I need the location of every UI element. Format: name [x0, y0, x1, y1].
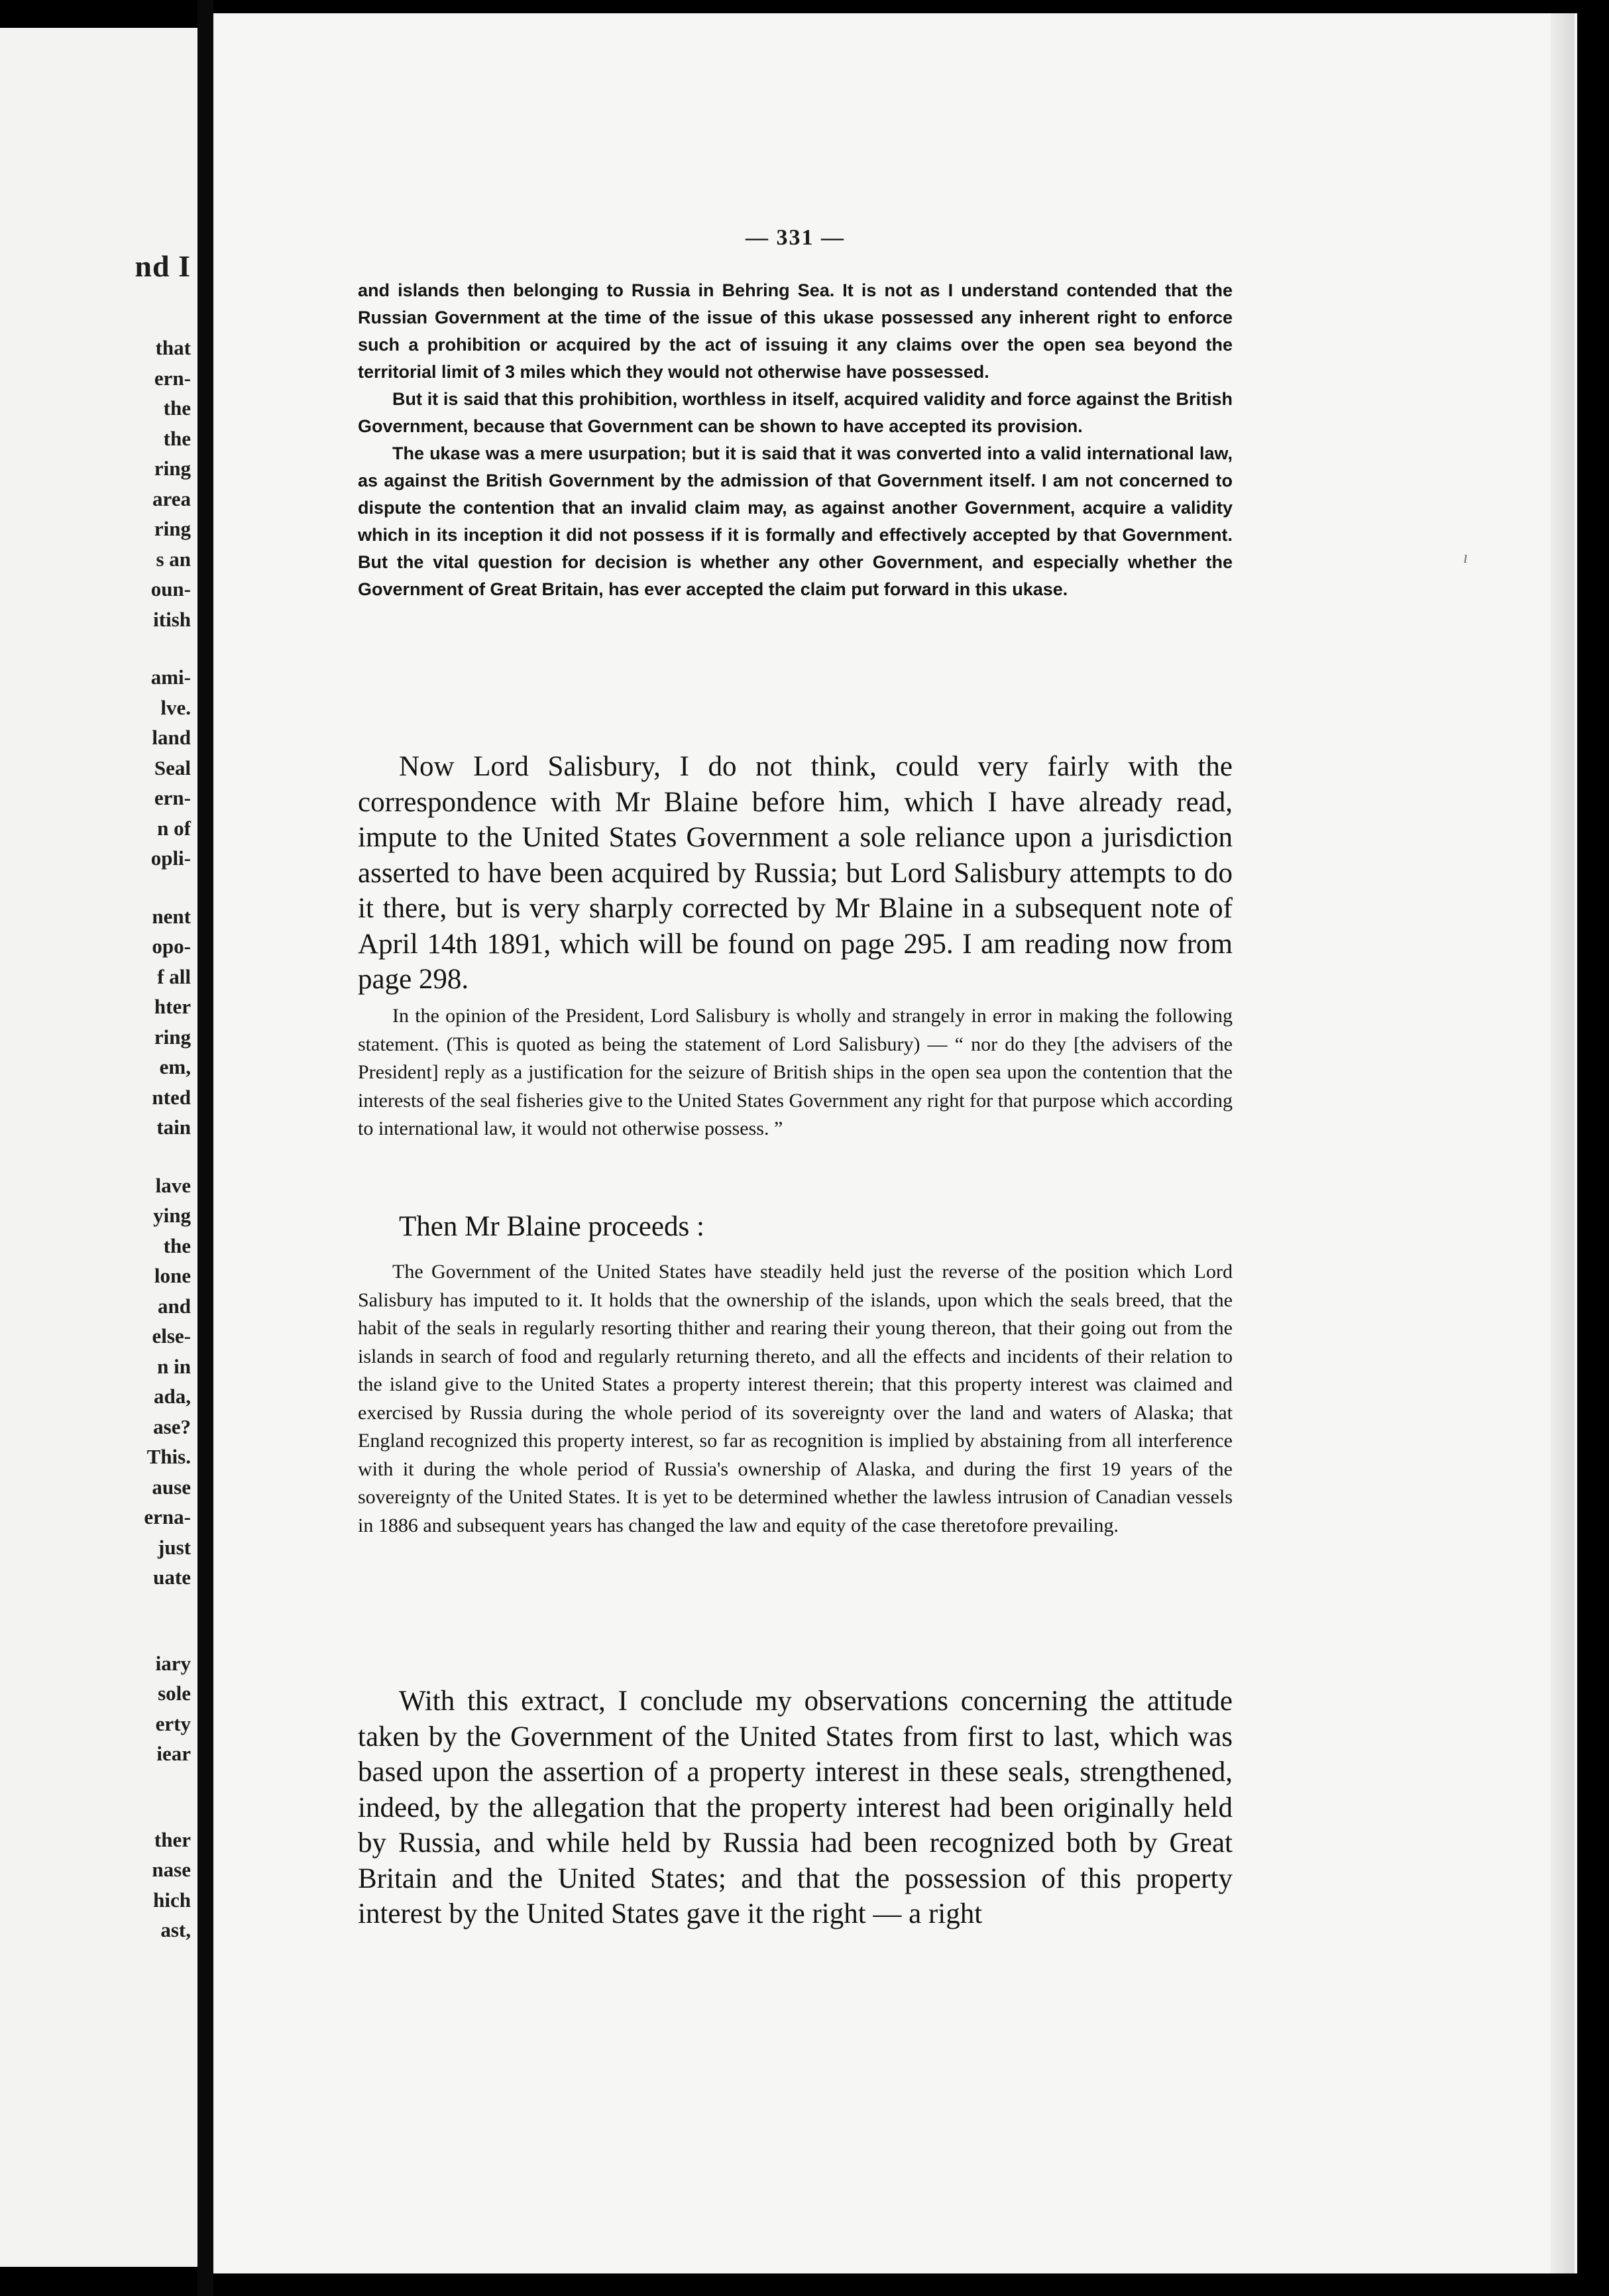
quoted-passage-3: [358, 1258, 1233, 1540]
quote-paragraph: The Government of the United States have steadily held just the reverse of the position which Lord Salisbury has imputed to it. It holds that the ownership of the islands, upon which the seals breed, that the habit of the seals in regularly resorting thither and rearing their young thereon, that their going out from the islands in search of food and regularly returning thereto, and all the effects and incidents of their relation to the island give to the United States a property interest therein; that this property interest was claimed and exercised by Russia during the whole period of its sovereignty over the land and waters of Alaska; that England recognized this property interest, so far as recognition is implied by abstaining from all interference with it during the whole period of Russia's ownership of Alaska, and during the first 19 years of the sovereignty of the United States. It is yet to be determined whether the lawless intrusion of Canadian vessels in 1886 and subsequent years has changed the law and equity of the case theretofore prevailing.: [358, 1261, 1233, 1536]
facing-line: opo-: [152, 935, 191, 958]
facing-line: tain: [156, 1116, 191, 1139]
body-paragraph-1: [358, 749, 1233, 998]
facing-gap: [58, 1621, 191, 1648]
facing-page-text: [58, 247, 191, 1945]
facing-line: lave: [155, 1173, 191, 1197]
facing-line: f all: [157, 964, 191, 988]
facing-line: else-: [152, 1324, 191, 1348]
facing-line: ern-: [154, 366, 191, 390]
facing-line: erna-: [144, 1505, 191, 1528]
facing-line: hter: [154, 995, 191, 1018]
facing-line: ring: [154, 517, 191, 540]
facing-gap: [58, 1593, 191, 1621]
facing-line: the: [163, 426, 191, 450]
quote-paragraph: and islands then belonging to Russia in Behring Sea. It is not as I understand contended that the Russian Government at the time of the issue of this ukase possessed any inherent right to enforce such a prohibition or acquired by the act of issuing it any claims over the open sea beyond the territorial limit of 3 miles which they would not otherwise have possessed.: [358, 280, 1233, 382]
facing-line: em,: [159, 1055, 191, 1078]
facing-line: the: [163, 396, 191, 420]
quote-paragraph: The ukase was a mere usurpation; but it is said that it was converted into a valid international law, as against the British Government by the admission of that Government itself. I am not concerned to dispute the contention that an invalid claim may, as against another Government, acquire a validity which in its inception it did not possess if it is formally and effectively accepted by that Government. But the vital question for decision is whether any other Government, and especially whether the Government of Great Britain, has ever accepted the claim put forward in this ukase.: [358, 443, 1233, 599]
facing-line: the: [163, 1234, 191, 1257]
facing-line: erty: [155, 1711, 191, 1735]
page-gutter: [197, 0, 213, 2296]
facing-line: ast,: [160, 1918, 191, 1941]
facing-line: area: [152, 487, 191, 510]
body-paragraph-2: [358, 1209, 1233, 1245]
facing-line: itish: [153, 607, 191, 631]
facing-page-heading: nd I: [135, 249, 191, 283]
body-paragraph-3: [358, 1684, 1233, 1932]
quoted-passage-2: [358, 1002, 1233, 1143]
quote-paragraph: But it is said that this prohibition, worthless in itself, acquired validity and force against the British Government, because that Government can be shown to have accepted its provision.: [358, 389, 1233, 436]
facing-line: lve.: [160, 695, 191, 719]
facing-line: ase?: [153, 1414, 191, 1438]
facing-line: opli-: [150, 846, 191, 870]
facing-gap: [58, 1143, 191, 1171]
facing-line: oun-: [150, 577, 191, 601]
facing-line: ring: [154, 1025, 191, 1049]
body-text: Then Mr Blaine proceeds :: [399, 1211, 704, 1242]
facing-line: nted: [152, 1085, 191, 1109]
facing-line: n in: [157, 1354, 191, 1378]
facing-gap: [58, 1797, 191, 1825]
facing-line: This.: [146, 1445, 191, 1468]
facing-line: sole: [158, 1682, 191, 1705]
facing-line: ause: [152, 1475, 191, 1499]
page-number: — 331 —: [746, 225, 845, 250]
facing-line: Seal: [154, 756, 191, 779]
facing-line: iary: [155, 1651, 191, 1675]
facing-line: land: [152, 726, 191, 749]
facing-line: ern-: [154, 786, 191, 809]
facing-line: n of: [157, 816, 191, 840]
quoted-passage-1: [358, 277, 1233, 603]
facing-line: hich: [153, 1888, 191, 1912]
page-edge-shadow: [1551, 13, 1575, 2273]
facing-line: ying: [153, 1204, 191, 1227]
facing-page-fragment: [0, 28, 197, 2267]
facing-line: that: [155, 336, 191, 359]
facing-line: iear: [156, 1742, 191, 1765]
facing-line: ada,: [154, 1385, 191, 1408]
facing-line: uate: [153, 1566, 191, 1589]
facing-line: ring: [154, 457, 191, 480]
facing-line: ther: [154, 1827, 191, 1851]
facing-line: nent: [152, 904, 191, 928]
body-text: Now Lord Salisbury, I do not think, could very fairly with the correspondence with Mr Blaine before him, which I have already read, impute to the United States Government a sole reliance upon a jurisdiction asserted to have been acquired by Russia; but Lord Salisbury attempts to do it there, but is very sharply corrected by Mr Blaine in a subsequent note of April 14th 1891, which will be found on page 295. I am reading now from page 298.: [358, 751, 1233, 995]
facing-line: ami-: [150, 665, 191, 689]
facing-line: lone: [154, 1264, 191, 1287]
facing-gap: [58, 634, 191, 662]
facing-line: and: [158, 1294, 191, 1318]
facing-gap: [58, 874, 191, 901]
body-text: With this extract, I conclude my observations concerning the attitude taken by the Government of the United States from first to last, which was based upon the assertion of a property interest in these seals, strengthened, indeed, by the allegation that the property interest had been originally held by Russia, and while held by Russia had been recognized both by Great Britain and the United States; and that the possession of this property interest by the United States gave it the right — a right: [358, 1686, 1233, 1929]
quote-paragraph: In the opinion of the President, Lord Salisbury is wholly and strangely in error in making the following statement. (This is quoted as being the statement of Lord Salisbury) — “ nor do they [the advisers of the President] reply as a justification for the seizure of British ships in the open sea upon the contention that the interests of the seal fisheries give to the United States Government any right for that purpose which according to international law, it would not otherwise possess. ”: [358, 1005, 1233, 1139]
facing-gap: [58, 1769, 191, 1797]
facing-line: s an: [156, 547, 191, 571]
facing-line: nase: [152, 1858, 191, 1881]
margin-mark: ı: [1463, 547, 1469, 567]
facing-line: just: [158, 1535, 191, 1559]
